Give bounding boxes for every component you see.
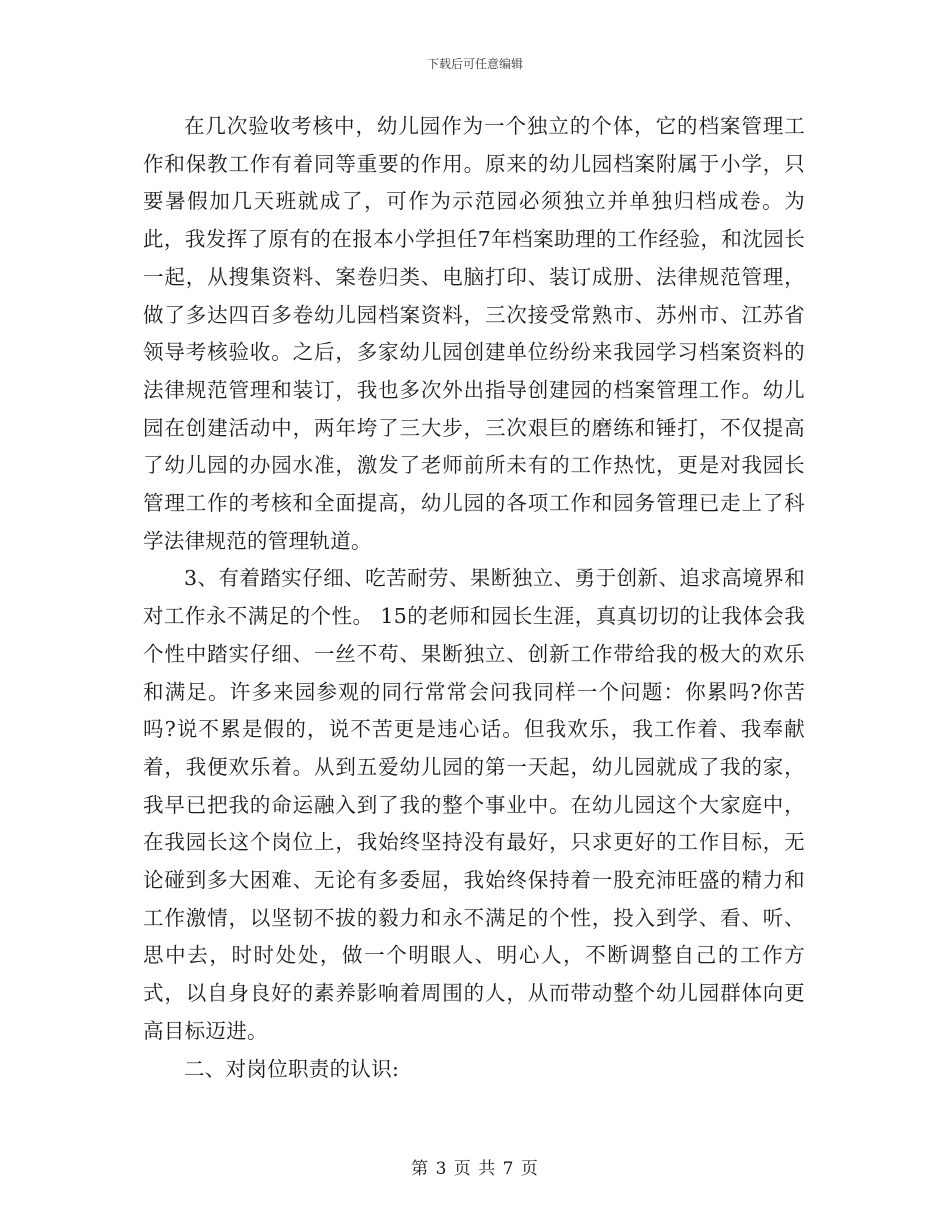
page-number-footer: 第 3 页 共 7 页 xyxy=(411,1159,539,1179)
page-header-note: 下载后可任意编辑 xyxy=(426,57,523,71)
document-body xyxy=(143,108,805,1088)
section-heading-job-duties: 二、对岗位职责的认识: xyxy=(184,1056,400,1081)
paragraph-archive-management: 在几次验收考核中，幼儿园作为一个独立的个体，它的档案管理工作和保教工作有着同等重要的作用。原来的幼儿园档案附属于小学，只要暑假加几天班就成了，可作为示范园必须独立并单独归档成卷。为此，我发挥了原有的在报本小学担任7年档案助理的工作经验，和沈园长一起，从搜集资料、案卷归类、电脑打印、装订成册、法律规范管理，做了多达四百多卷幼儿园档案资料，三次接受常熟市、苏州市、江苏省领导考核验收。之后，多家幼儿园创建单位纷纷来我园学习档案资料的法律规范管理和装订，我也多次外出指导创建园的档案管理工作。幼儿园在创建活动中，两年垮了三大步，三次艰巨的磨练和锤打，不仅提高了幼儿园的办园水准，激发了老师前所未有的工作热忱，更是对我园长管理工作的考核和全面提高，幼儿园的各项工作和园务管理已走上了科学法律规范的管理轨道。 xyxy=(143,114,805,553)
paragraph-personality: 3、有着踏实仔细、吃苦耐劳、果断独立、勇于创新、追求高境界和对工作永不满足的个性。 15的老师和园长生涯，真真切切的让我体会我个性中踏实仔细、一丝不苟、果断独立、创新工作带给我的极大的欢乐和满足。许多来园参观的同行常常会问我同样一个问题：你累吗?你苦吗?说不累是假的，说不苦更是违心话。但我欢乐，我工作着、我奉献着，我便欢乐着。从到五爱幼儿园的第一天起，幼儿园就成了我的家，我早已把我的命运融入到了我的整个事业中。在幼儿园这个大家庭中，在我园长这个岗位上，我始终坚持没有最好，只求更好的工作目标，无论碰到多大困难、无论有多委屈，我始终保持着一股充沛旺盛的精力和工作激情，以坚韧不拔的毅力和永不满足的个性，投入到学、看、听、思中去，时时处处，做一个明眼人、明心人，不断调整自己的工作方式，以自身良好的素养影响着周围的人，从而带动整个幼儿园群体向更高目标迈进。 xyxy=(143,566,805,1043)
